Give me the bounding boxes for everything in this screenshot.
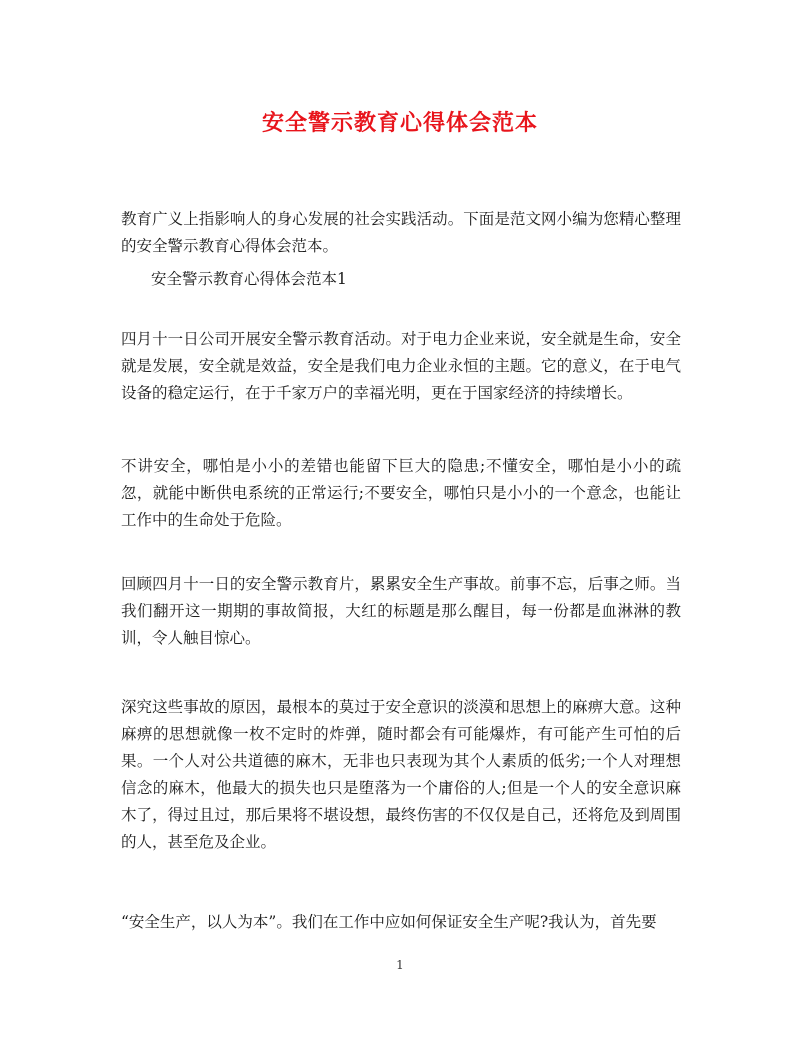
paragraph-3: 回顾四月十一日的安全警示教育片，累累安全生产事故。前事不忘，后事之师。当我们翻开这一期期的事故简报，大红的标题是那么醒目，每一份都是血淋淋的教训，令人触目惊心。 xyxy=(121,575,681,647)
section-subtitle: 安全警示教育心得体会范本1 xyxy=(151,270,347,288)
page-number: 1 xyxy=(396,958,404,972)
paragraph-4: 深究这些事故的原因，最根本的莫过于安全意识的淡漠和思想上的麻痹大意。这种麻痹的思想就像一枚不定时的炸弹，随时都会有可能爆炸，有可能产生可怕的后果。一个人对公共道德的麻木，无非也只表现为其个人素质的低劣;一个人对理想信念的麻木，他最大的损失也只是堕落为一个庸俗的人;但是一个人的安全意识麻木了，得过且过，那后果将不堪设想，最终伤害的不仅仅是自己，还将危及到周围的人，甚至危及企业。 xyxy=(121,698,681,851)
paragraph-1: 四月十一日公司开展安全警示教育活动。对于电力企业来说，安全就是生命，安全就是发展，安全就是效益，安全是我们电力企业永恒的主题。它的意义，在于电气设备的稳定运行，在于千家万户的幸福光明，更在于国家经济的持续增长。 xyxy=(121,330,681,402)
intro-paragraph: 教育广义上指影响人的身心发展的社会实践活动。下面是范文网小编为您精心整理的安全警示教育心得体会范本。 xyxy=(121,210,681,255)
document-title: 安全警示教育心得体会范本 xyxy=(261,110,538,136)
paragraph-5: “安全生产，以人为本”。我们在工作中应如何保证安全生产呢?我认为，首先要 xyxy=(121,913,657,931)
paragraph-2: 不讲安全，哪怕是小小的差错也能留下巨大的隐患;不懂安全，哪怕是小小的疏忽，就能中断供电系统的正常运行;不要安全，哪怕只是小小的一个意念，也能让工作中的生命处于危险。 xyxy=(121,457,681,529)
